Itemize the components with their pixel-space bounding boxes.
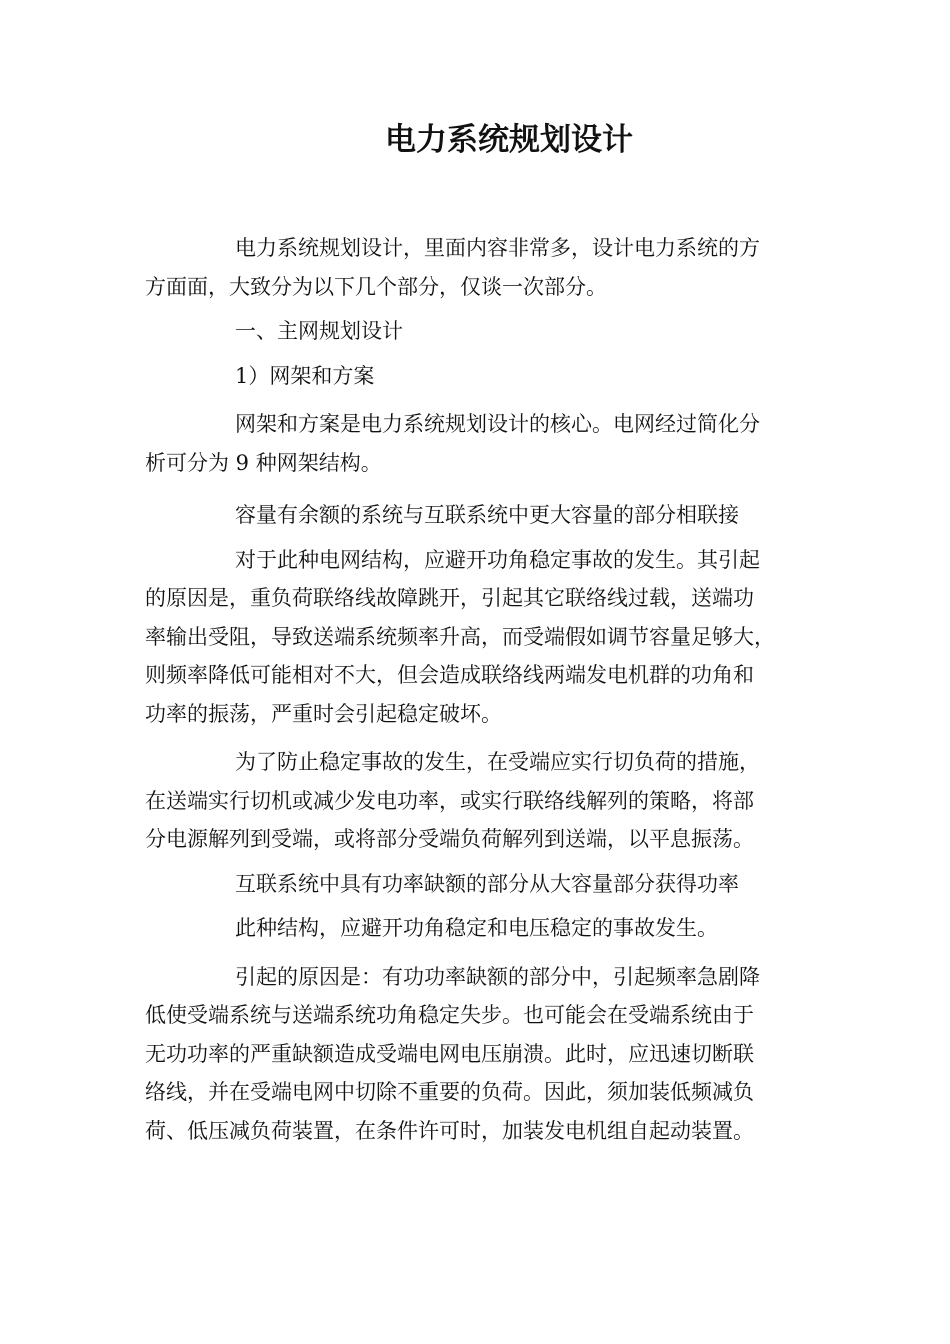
text-line: 网架和方案是电力系统规划设计的核心。电网经过简化分: [235, 412, 760, 436]
text-line: 为了防止稳定事故的发生，在受端应实行切负荷的措施，: [235, 750, 760, 774]
text-line: 1）网架和方案: [235, 363, 375, 388]
paragraph-intro: [145, 229, 820, 306]
text-line: 荷、低压减负荷装置，在条件许可时，加装发电机组自起动装置。: [145, 1118, 754, 1143]
paragraph-structure-1: [145, 496, 820, 535]
document-title: 电力系统规划设计: [385, 122, 633, 158]
text-line: 的原因是，重负荷联络线故障跳开，引起其它联络线过载，送端功: [145, 586, 754, 610]
paragraph-structure-2-cause: [145, 958, 820, 1151]
paragraph-structure-2-note: [145, 909, 820, 948]
paragraph-structure-2: [145, 865, 820, 904]
text-line: 方面面，大致分为以下几个部分，仅谈一次部分。: [145, 274, 607, 299]
paragraph-structure-1-detail: [145, 541, 820, 734]
text-line: 低使受端系统与送端系统功角稳定失步。也可能会在受端系统由于: [145, 1003, 754, 1027]
paragraph-prevention: [145, 743, 820, 859]
text-line: 容量有余额的系统与互联系统中更大容量的部分相联接: [235, 503, 739, 527]
text-line: 无功功率的严重缺额造成受端电网电压崩溃。此时，应迅速切断联: [145, 1041, 754, 1066]
text-line: 互联系统中具有功率缺额的部分从大容量部分获得功率: [235, 871, 739, 896]
section-heading: [145, 312, 820, 351]
document-body: [145, 229, 820, 1150]
text-line: 功率的振荡，严重时会引起稳定破坏。: [145, 701, 502, 726]
paragraph-grid-core: [145, 405, 820, 482]
text-line: 此种结构，应避开功角稳定和电压稳定的事故发生。: [235, 916, 718, 940]
text-line: 电力系统规划设计，里面内容非常多，设计电力系统的方: [235, 236, 760, 260]
text-line: 则频率降低可能相对不大，但会造成联络线两端发电机群的功角和: [145, 663, 754, 687]
text-line: 析可分为 9 种网架结构。: [145, 450, 382, 475]
text-line: 对于此种电网结构，应避开功角稳定事故的发生。其引起: [235, 547, 760, 572]
text-line: 络线，并在受端电网中切除不重要的负荷。因此，须加装低频减负: [145, 1080, 754, 1104]
text-line: 在送端实行切机或减少发电功率，或实行联络线解列的策略，将部: [145, 788, 754, 813]
text-line: 一、主网规划设计: [235, 319, 403, 343]
subsection-heading: [145, 357, 820, 396]
text-line: 分电源解列到受端，或将部分受端负荷解列到送端，以平息振荡。: [145, 827, 754, 851]
text-line: 引起的原因是：有功功率缺额的部分中，引起频率急剧降: [235, 964, 760, 989]
text-line: 率输出受阻，导致送端系统频率升高，而受端假如调节容量足够大，: [145, 624, 775, 649]
